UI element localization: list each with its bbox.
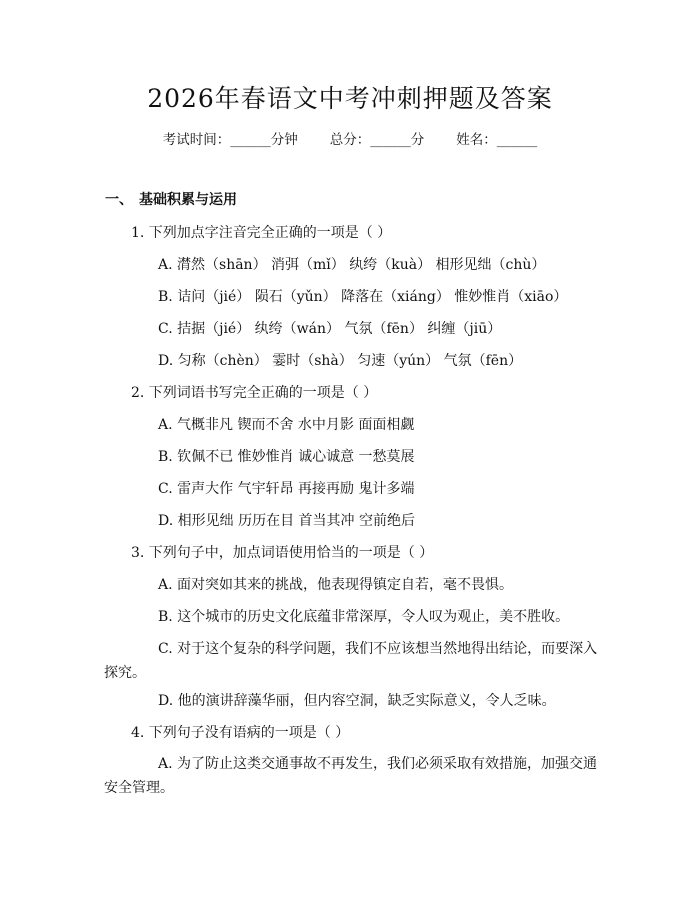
page-title: 2026年春语文中考冲刺押题及答案 (147, 84, 553, 113)
student-name-field: 姓名：______ (456, 132, 538, 148)
section-number: 一、 (105, 192, 133, 208)
exam-time-field: 考试时间：______分钟 (162, 132, 298, 148)
question-option: B. 这个城市的历史文化底蕴非常深厚，令人叹为观止，美不胜收。 (158, 609, 570, 625)
question-option: C. 雷声大作 气宇轩昂 再接再励 鬼计多端 (158, 481, 415, 497)
question-option: B. 诘问（jié） 陨石（yǔn） 降落在（xiáng） 惟妙惟肖（xiāo） (158, 289, 568, 305)
question-option: D. 他的演讲辞藻华丽，但内容空洞，缺乏实际意义，令人乏味。 (158, 693, 556, 709)
question-option: C. 拮据（jié） 纨绔（wán） 气氛（fēn） 纠缠（jiū） (158, 321, 502, 337)
question-stem: 3. 下列句子中，加点词语使用恰当的一项是（ ） (131, 545, 434, 561)
question-option: A. 气概非凡 锲而不舍 水中月影 面面相觑 (158, 417, 415, 433)
section-heading (105, 190, 237, 210)
question-option: C. 对于这个复杂的科学问题，我们不应该想当然地得出结论，而要深入探究。 (104, 641, 598, 681)
question-option: A. 潸然（shān） 消弭（mǐ） 纨绔（kuà） 相形见绌（chù） (158, 257, 546, 273)
section-title: 基础积累与运用 (139, 192, 237, 208)
exam-meta-line (0, 129, 700, 151)
question-option: D. 匀称（chèn） 霎时（shà） 匀速（yún） 气氛（fēn） (158, 353, 523, 369)
question-option: D. 相形见绌 历历在目 首当其冲 空前绝后 (158, 513, 415, 529)
total-score-field: 总分：______分 (329, 132, 425, 148)
question-option: A. 面对突如其来的挑战，他表现得镇定自若，毫不畏惧。 (158, 577, 514, 593)
question-stem: 2. 下列词语书写完全正确的一项是（ ） (131, 385, 378, 401)
question-stem: 1. 下列加点字注音完全正确的一项是（ ） (131, 225, 392, 241)
question-option: A. 为了防止这类交通事故不再发生，我们必须采取有效措施，加强交通安全管理。 (104, 756, 598, 796)
question-option: B. 钦佩不已 惟妙惟肖 诚心诚意 一愁莫展 (158, 449, 415, 465)
question-stem: 4. 下列句子没有语病的一项是（ ） (131, 725, 350, 741)
